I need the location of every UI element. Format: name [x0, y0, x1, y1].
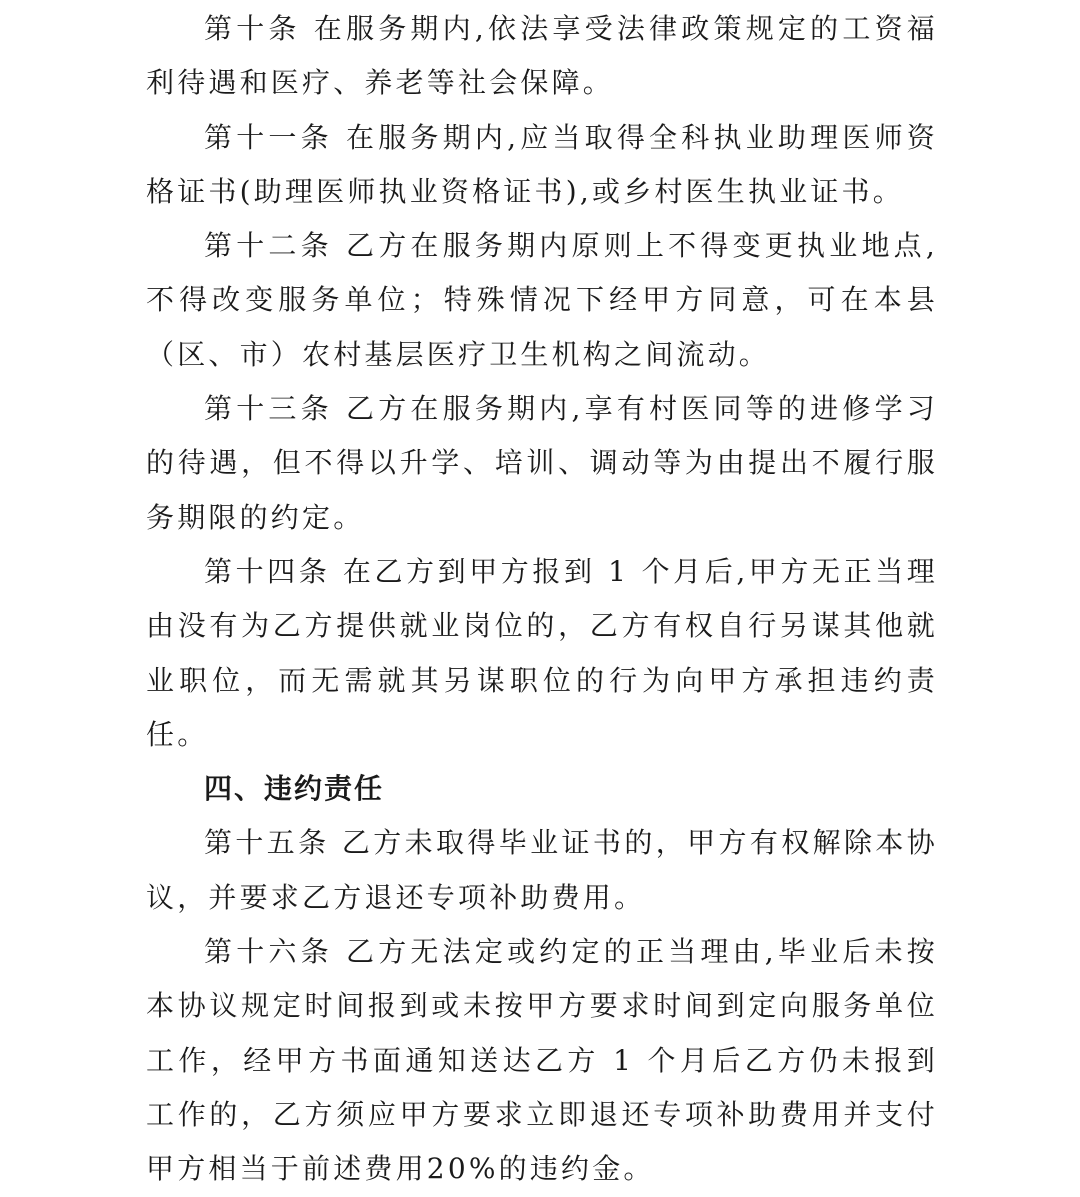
document-page: [146, 0, 938, 1197]
article-10: 第十条 在服务期内,依法享受法律政策规定的工资福利待遇和医疗、养老等社会保障。: [146, 12, 938, 100]
section-heading-breach-liability: 四、违约责任: [204, 772, 385, 806]
article-11: 第十一条 在服务期内,应当取得全科执业助理医师资格证书(助理医师执业资格证书),或乡村医生执业证书。: [146, 120, 938, 208]
article-14: 第十四条 在乙方到甲方报到 1 个月后,甲方无正当理由没有为乙方提供就业岗位的，乙方有权自行另谋其他就业职位，而无需就其另谋职位的行为向甲方承担违约责任。: [146, 554, 938, 751]
article-13: 第十三条 乙方在服务期内,享有村医同等的进修学习的待遇，但不得以升学、培训、调动等为由提出不履行服务期限的约定。: [146, 392, 938, 534]
article-15: 第十五条 乙方未取得毕业证书的，甲方有权解除本协议，并要求乙方退还专项补助费用。: [146, 826, 938, 914]
article-12: 第十二条 乙方在服务期内原则上不得变更执业地点,不得改变服务单位；特殊情况下经甲方同意，可在本县（区、市）农村基层医疗卫生机构之间流动。: [146, 229, 938, 371]
article-16: 第十六条 乙方无法定或约定的正当理由,毕业后未按本协议规定时间报到或未按甲方要求时间到定向服务单位工作，经甲方书面通知送达乙方 1 个月后乙方仍未报到工作的，乙方须应甲方要求立即退还专项补助费用并支付甲方相当于前述费用20%的违约金。: [146, 935, 938, 1186]
